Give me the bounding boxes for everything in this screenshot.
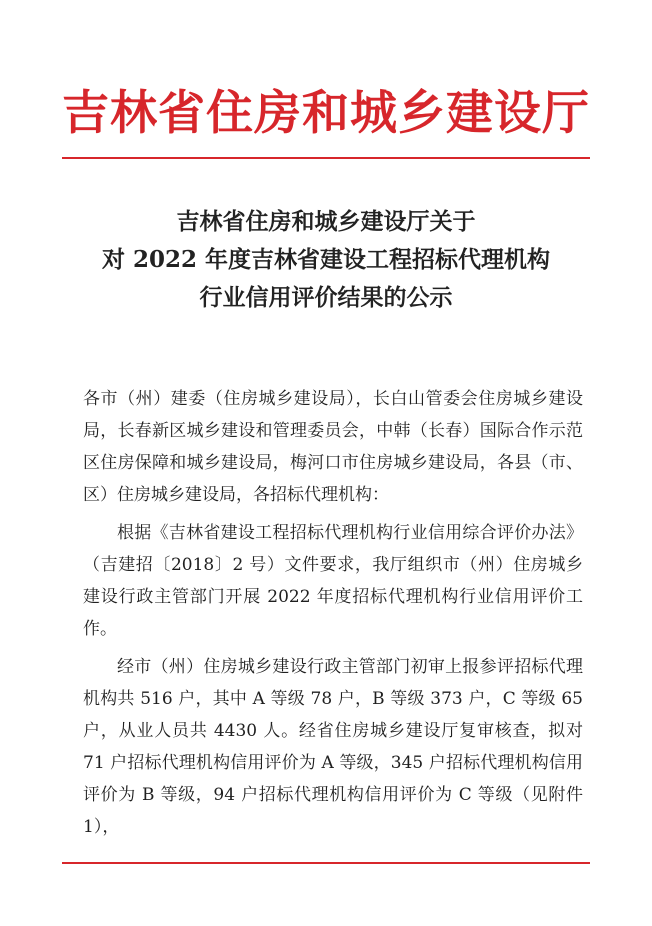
title-line-2: 对 2022 年度吉林省建设工程招标代理机构 (101, 246, 551, 273)
red-divider-top (62, 157, 590, 159)
title-line-1: 吉林省住房和城乡建设厅关于 (176, 208, 476, 235)
document-body (83, 383, 583, 849)
title-line-3: 行业信用评价结果的公示 (199, 284, 453, 311)
paragraph-1: 根据《吉林省建设工程招标代理机构行业信用综合评价办法》（吉建招〔2018〕2 号）文件要求，我厅组织市（州）住房城乡建设行政主管部门开展 2022 年度招标代理机构行业信用评价工作。 (83, 523, 583, 639)
red-divider-bottom (62, 862, 590, 864)
masthead-title: 吉林省住房和城乡建设厅 (62, 86, 590, 141)
addressees: 各市（州）建委（住房城乡建设局），长白山管委会住房城乡建设局，长春新区城乡建设和管理委员会，中韩（长春）国际合作示范区住房保障和城乡建设局，梅河口市住房城乡建设局，各县（市、区）住房城乡建设局，各招标代理机构： (83, 389, 583, 505)
paragraph-2: 经市（州）住房城乡建设行政主管部门初审上报参评招标代理机构共 516 户，其中 A 等级 78 户，B 等级 373 户，C 等级 65 户，从业人员共 4430 人。经省住房城乡建设厅复审核查，拟对 71 户招标代理机构信用评价为 A 等级，345 户招标代理机构信用评价为 B 等级，94 户招标代理机构信用评价为 C 等级（见附件 1）， (83, 657, 583, 837)
document-title (60, 203, 592, 317)
